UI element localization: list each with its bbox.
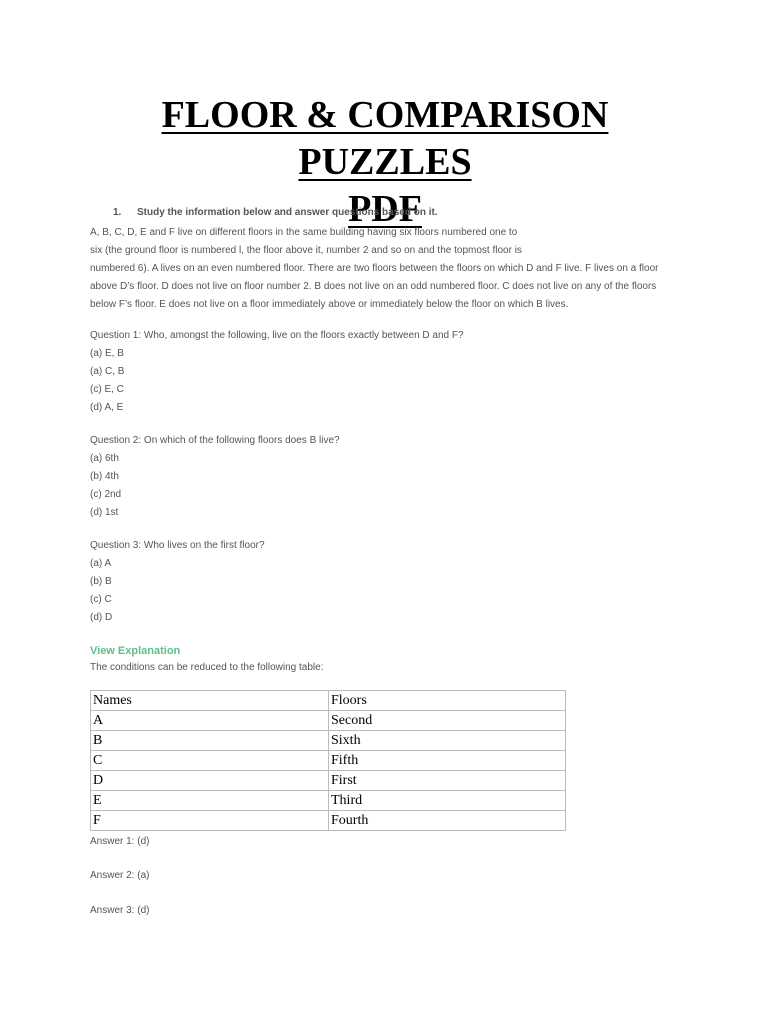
question-text: Question 2: On which of the following floors does B live?: [90, 435, 340, 446]
statement-line: six (the ground floor is numbered l, the floor above it, number 2 and so on and the topmost floor is: [90, 245, 522, 256]
option: (a) 6th: [90, 453, 119, 464]
option: (c) 2nd: [90, 489, 122, 500]
table-row: [91, 771, 566, 791]
option: (c) C: [90, 594, 112, 605]
table-cell: E: [91, 791, 329, 811]
table-cell: Second: [329, 711, 566, 731]
statement-line: above D’s floor. D does not live on floor number 2. B does not live on an odd numbered floor. C does not live on any of the floors: [90, 281, 657, 292]
title-line-1: FLOOR & COMPARISON PUZZLES: [161, 94, 609, 183]
table-row: [91, 791, 566, 811]
table-cell: Fifth: [329, 751, 566, 771]
table-header-cell: Floors: [329, 691, 566, 711]
view-explanation-link[interactable]: View Explanation: [90, 645, 181, 657]
option: (b) B: [90, 576, 112, 587]
problem-number: 1.: [113, 207, 122, 218]
table-header-cell: Names: [91, 691, 329, 711]
table-cell: Fourth: [329, 811, 566, 831]
option: (d) D: [90, 612, 113, 623]
option: (a) C, B: [90, 366, 125, 377]
table-cell: First: [329, 771, 566, 791]
table-cell: A: [91, 711, 329, 731]
option: (b) 4th: [90, 471, 119, 482]
table-row: [91, 711, 566, 731]
problem-statement: [90, 224, 680, 314]
problem-heading: [113, 207, 438, 218]
table-cell: B: [91, 731, 329, 751]
floors-table: [90, 690, 566, 831]
table-cell: D: [91, 771, 329, 791]
question-text: Question 1: Who, amongst the following, live on the floors exactly between D and F?: [90, 330, 464, 341]
statement-line: A, B, C, D, E and F live on different floors in the same building having six floors numbered one to: [90, 227, 518, 238]
table-cell: Third: [329, 791, 566, 811]
answer-3: Answer 3: (d): [90, 905, 150, 916]
option: (a) E, B: [90, 348, 124, 359]
option: (d) A, E: [90, 402, 124, 413]
table-row: [91, 731, 566, 751]
question-1: [90, 327, 464, 417]
question-3: [90, 537, 265, 627]
table-header-row: [91, 691, 566, 711]
option: (d) 1st: [90, 507, 119, 518]
table-row: [91, 811, 566, 831]
explanation-intro: The conditions can be reduced to the following table:: [90, 662, 324, 673]
statement-line: numbered 6). A lives on an even numbered floor. There are two floors between the floors on which D and F live. F lives on a floor: [90, 263, 659, 274]
answer-2: Answer 2: (a): [90, 870, 150, 881]
title-line-2: PDF: [348, 188, 422, 230]
statement-line: below F’s floor. E does not live on a floor immediately above or immediately below the floor on which B lives.: [90, 299, 569, 310]
table-cell: Sixth: [329, 731, 566, 751]
answer-1: Answer 1: (d): [90, 836, 150, 847]
table-row: [91, 751, 566, 771]
table-cell: C: [91, 751, 329, 771]
table-cell: F: [91, 811, 329, 831]
problem-heading-text: Study the information below and answer questions based on it.: [137, 207, 438, 218]
option: (a) A: [90, 558, 112, 569]
question-text: Question 3: Who lives on the first floor?: [90, 540, 265, 551]
question-2: [90, 432, 340, 522]
option: (c) E, C: [90, 384, 124, 395]
